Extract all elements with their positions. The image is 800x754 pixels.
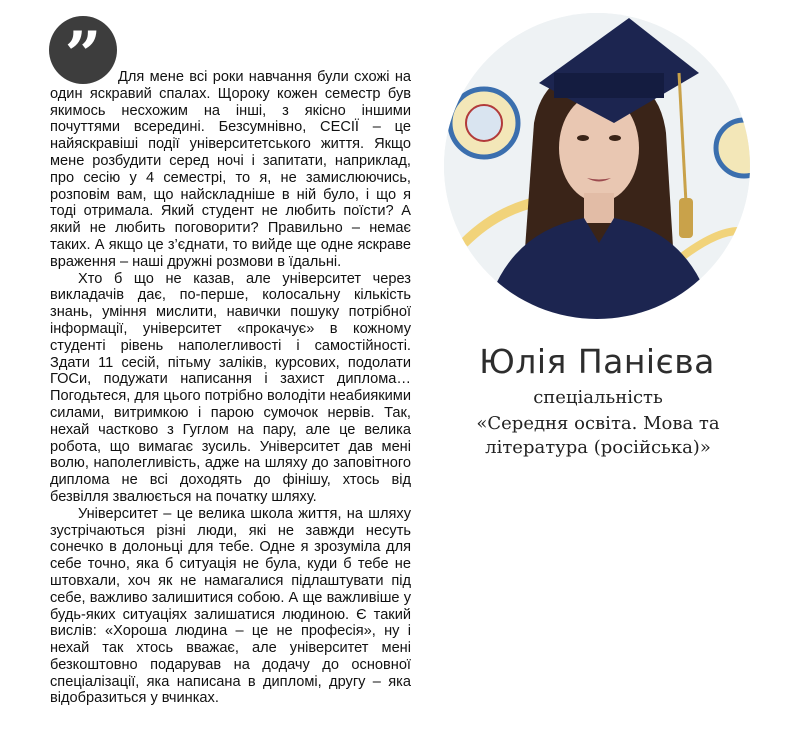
graduate-name: Юлія Панієва [479, 342, 715, 381]
specialty-label: спеціальність [533, 387, 663, 408]
quote-mark-icon: ” [64, 18, 102, 93]
paragraph-3: Університет – це велика школа життя, на шляху зустрічаються різні люди, які не завжди несуть сонечко в долоньці для тебе. Одне я зрозуміла для себе точно, яка б ситуація не була, куди б тебе не штовхали, хоч як не намагалися підлаштувати під себе, важливо залишитися собою. А ще важливіше у будь-яких ситуаціях залишатися людиною. Є такий вислів: «Хороша людина – це не професія», ну і нехай так хтось вважає, але університет мені безкоштовно подарував на додачу до основної спеціалізації, яка написана в дипломі, другу – яка відобразиться у вчинках. [50, 505, 411, 707]
emblem-right-icon [716, 120, 750, 176]
graduate-portrait [444, 13, 750, 319]
paragraph-2: Хто б що не казав, але університет через викладачів дає, по-перше, колосальну кількість знань, уміння мислити, навички пошуку потрібної інформації, університет «прокачує» в кожному студенті рівень наполегливості і самостійності. Здати 11 сесій, пітьму заліків, курсових, подолати ГОСи, подужати написання і захист диплома… Погодьтеся, для цього потрібно володіти неабиякими силами, витримкою і парою сумочок нервів. Так, нехай частково з Гуглом на пару, але це велика робота, що вимагає зусиль. Університет дав мені волю, наполегливість, адже на шляху до заповітного диплома не всі доходять до фінішу, хтось від безвілля звалюється на початку шляху. [50, 270, 411, 505]
specialty-value: «Середня освіта. Мова та література (російська)» [476, 413, 720, 458]
emblem-left-icon [450, 89, 518, 157]
portrait-illustration [444, 13, 750, 319]
testimonial-text [50, 69, 411, 707]
paragraph-1: Для мене всі роки навчання були схожі на один яскравий спалах. Щороку кожен семестр був якимось несхожим на інші, з якісно іншими почуттями всередині. Безсумнівно, СЕСІЇ – це найяскравіші події університетського життя. Якщо мене розбудити серед ночі і запитати, наприклад, про сесію у 4 семестрі, то я, не замислюючись, розповім вам, що найскладніше в ній було, і що я тоді отримала. Який студент не любить поїсти? А який не любить поговорити? Правильно – немає таких. А якщо це з’єднати, то вийде ще одне яскраве враження – наші дружні розмови в їдальні. [50, 69, 411, 270]
